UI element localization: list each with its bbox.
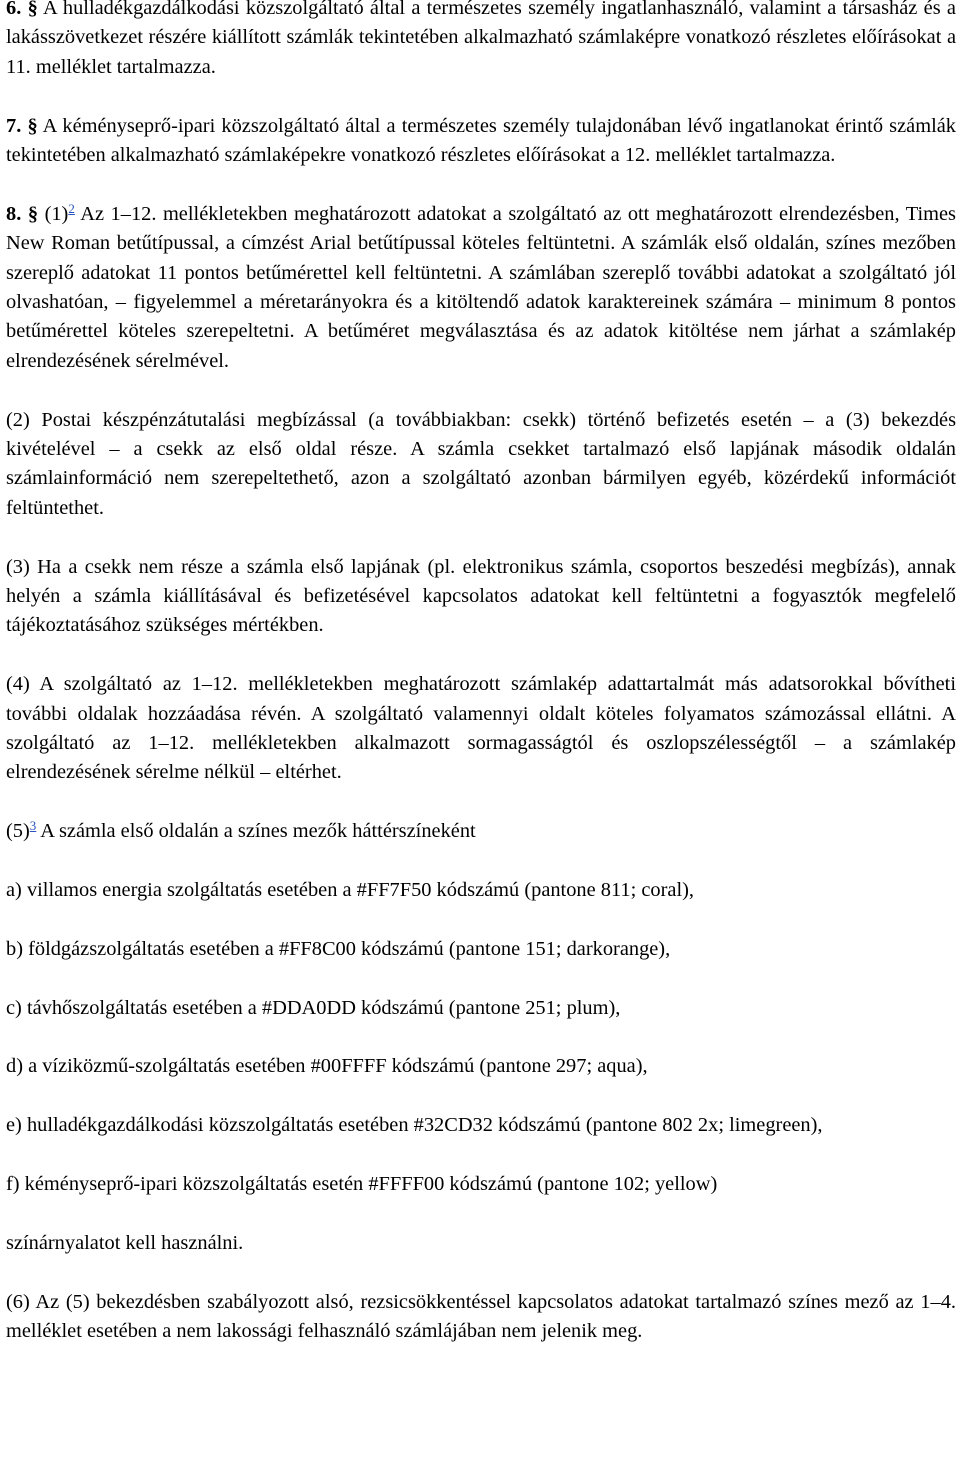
section-8-paragraph-4: (4) A szolgáltató az 1–12. mellékletekben meghatározott számlakép adattartalmát más adatsorokkal bővítheti további oldalak hozzáadása révén. A szolgáltató valamennyi oldalt köteles folyamatos számozással ellátni. A szolgáltató az 1–12. mellékletekben alkalmazott sormagasságtól és oszlopszélességtől – a számlakép elrendezésének sérelme nélkül – eltérhet. [6,673,956,784]
paragraph-prefix: (5) [6,820,30,843]
document-page [6,0,956,1346]
section-text: A kéményseprő-ipari közszolgáltató által a természetes személy tulajdonában lévő ingatlanokat érintő számlák tekintetében alkalmazható számlaképekre vonatkozó részletes előírásokat a 12. melléklet tartalmazza. [6,114,956,167]
section-number: 6. [6,0,22,19]
footnote-link[interactable]: 3 [29,818,37,834]
section-8-paragraph-3: (3) Ha a csekk nem része a számla első lapjának (pl. elektronikus számla, csoportos beszedési megbízás), annak helyén a számla kiállításával és befizetésével kapcsolatos adatokat kell feltüntetni a fogyasztók megfelelő tájékoztatásához szükséges mértékben. [6,555,956,637]
color-item-a: a) villamos energia szolgáltatás esetében a #FF7F50 kódszámú (pantone 811; coral), [6,879,694,902]
footnote-link[interactable]: 2 [68,200,75,216]
section-8-paragraph-2: (2) Postai készpénzátutalási megbízással (a továbbiakban: csekk) történő befizetés esetén – a (3) bekezdés kivételével – a csekk az első oldal része. A számla csekket tartalmazó első lapjának második oldalán számlainformáció nem szerepeltethető, azon a szolgáltató azonban bármilyen egyéb, közérdekű információt feltüntethet. [6,408,956,519]
section-8-paragraph-1 [6,200,956,376]
paragraph-text: Az 1–12. mellékletekben meghatározott adatokat a szolgáltató az ott meghatározott elrendezésben, Times New Roman betűtípussal, a címzést Arial betűtípussal köteles feltüntetni. A számlák első oldalán, színes mezőben szereplő adatokat 11 pontos betűmérettel kell feltüntetni. A számlában szereplő további adatokat a szolgáltató jól olvashatóan, – figyelemmel a méretarányokra és a kitöltendő adatok karaktereinek számára – minimum 8 pontos betűmérettel köteles szerepeltetni. A betűméret megválasztása és az adatok kitöltése nem járhat a számlakép elrendezésének sérelmével. [6,202,956,372]
section-number: 7. [6,114,22,137]
section-text: A hulladékgazdálkodási közszolgáltató által a természetes személy ingatlanhasználó, valamint a társasház és a lakásszövetkezet részére kiállított számlák tekintetében alkalmazható számlaképre vonatkozó részletes előírásokat a 11. melléklet tartalmazza. [6,0,956,78]
color-item-f: f) kéményseprő-ipari közszolgáltatás esetén #FFFF00 kódszámú (pantone 102; yellow) [6,1173,718,1196]
section-6 [6,0,956,82]
color-item-b: b) földgázszolgáltatás esetében a #FF8C00 kódszámú (pantone 151; darkorange), [6,937,671,960]
section-8-paragraph-6: (6) Az (5) bekezdésben szabályozott alsó, rezsicsökkentéssel kapcsolatos adatokat tartalmazó színes mező az 1–4. melléklet esetében a nem lakossági felhasználó számlájában nem jelenik meg. [6,1290,956,1343]
color-item-c: c) távhőszolgáltatás esetében a #DDA0DD kódszámú (pantone 251; plum), [6,996,621,1019]
section-8-paragraph-5-close: színárnyalatot kell használni. [6,1231,244,1254]
section-sign: § [27,0,38,19]
section-number: 8. [6,202,22,225]
color-item-e: e) hulladékgazdálkodási közszolgáltatás esetében #32CD32 kódszámú (pantone 802 2x; limegreen), [6,1114,823,1137]
section-8-paragraph-5 [6,817,956,846]
section-sign: § [27,114,38,137]
paragraph-prefix: (1) [44,202,69,225]
color-item-d: d) a víziközmű-szolgáltatás esetében #00FFFF kódszámú (pantone 297; aqua), [6,1055,648,1078]
section-7 [6,112,956,171]
paragraph-text: A számla első oldalán a színes mezők háttérszíneként [40,820,476,843]
section-sign: § [27,202,39,225]
